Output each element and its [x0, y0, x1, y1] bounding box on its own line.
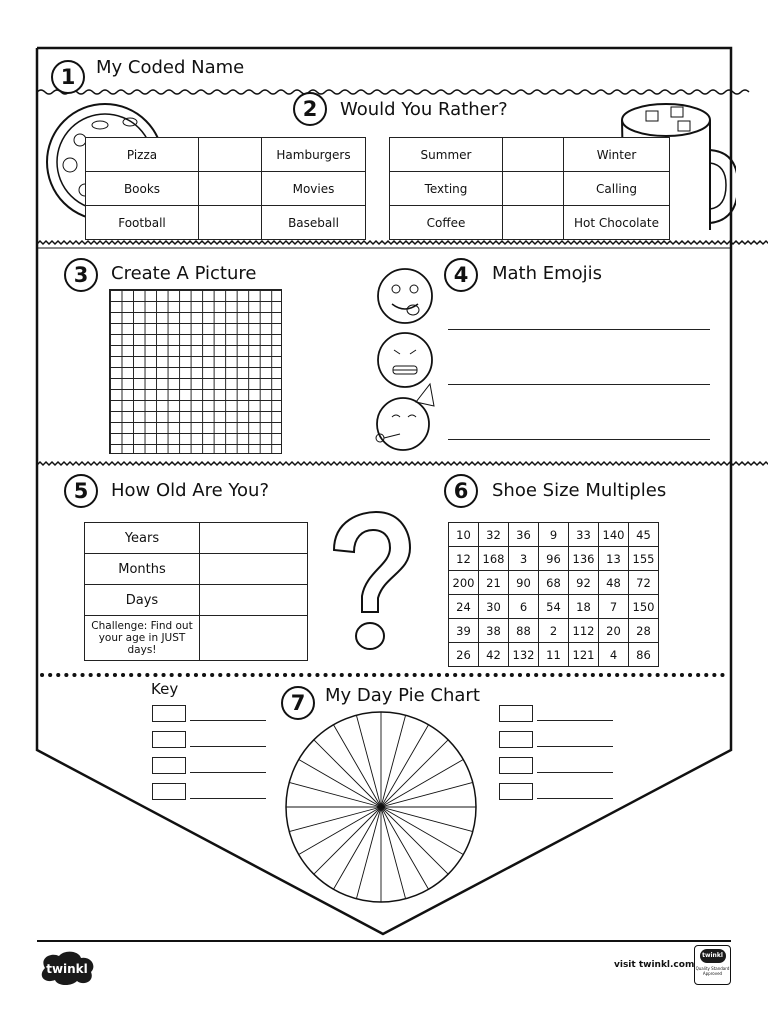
shoe-cell[interactable]: 136 — [569, 547, 599, 571]
table-row — [85, 616, 308, 661]
pie-segment-line — [356, 715, 381, 807]
shoe-cell[interactable]: 45 — [629, 523, 659, 547]
table-row — [390, 206, 670, 240]
key-line-left-4[interactable] — [190, 798, 266, 799]
key-box-right-4[interactable] — [499, 783, 533, 800]
option-cell: Books — [86, 172, 199, 206]
shoe-cell[interactable]: 28 — [629, 619, 659, 643]
age-label-years: Years — [85, 523, 200, 554]
choice-cell[interactable] — [503, 138, 564, 172]
shoe-cell[interactable]: 68 — [539, 571, 569, 595]
age-label-days: Days — [85, 585, 200, 616]
shoe-cell[interactable]: 18 — [569, 595, 599, 619]
age-table — [84, 522, 308, 661]
choice-cell[interactable] — [503, 206, 564, 240]
option-cell: Winter — [564, 138, 670, 172]
shoe-cell[interactable]: 30 — [479, 595, 509, 619]
table-row — [85, 585, 308, 616]
key-box-right-2[interactable] — [499, 731, 533, 748]
twinkl-logo-text: twinkl — [46, 962, 88, 976]
shoe-cell[interactable]: 150 — [629, 595, 659, 619]
shoe-cell[interactable]: 42 — [479, 643, 509, 667]
pie-segment-line — [381, 740, 448, 807]
shoe-cell[interactable]: 92 — [569, 571, 599, 595]
key-line-right-4[interactable] — [537, 798, 613, 799]
table-row — [390, 138, 670, 172]
emoji-answer-line-2[interactable] — [448, 384, 710, 385]
table-row — [449, 547, 659, 571]
shoe-cell[interactable]: 20 — [599, 619, 629, 643]
shoe-cell[interactable]: 32 — [479, 523, 509, 547]
key-box-left-3[interactable] — [152, 757, 186, 774]
emoji-illustrations — [368, 262, 443, 457]
zigzag-divider-1 — [37, 241, 768, 244]
shoe-cell[interactable]: 96 — [539, 547, 569, 571]
shoe-cell[interactable]: 7 — [599, 595, 629, 619]
age-label-challenge: Challenge: Find out your age in JUST days! — [85, 616, 200, 661]
shoe-cell[interactable]: 86 — [629, 643, 659, 667]
table-row — [86, 206, 366, 240]
drawing-grid[interactable] — [109, 289, 282, 454]
key-line-left-1[interactable] — [190, 720, 266, 721]
key-box-right-1[interactable] — [499, 705, 533, 722]
shoe-cell[interactable]: 6 — [509, 595, 539, 619]
shoe-size-grid — [448, 522, 659, 667]
section-6-badge: 6 — [444, 474, 478, 508]
option-cell: Football — [86, 206, 199, 240]
table-row — [86, 138, 366, 172]
key-line-left-2[interactable] — [190, 746, 266, 747]
pie-segment-line — [381, 725, 429, 807]
emoji-answer-line-3[interactable] — [448, 439, 710, 440]
table-row — [449, 619, 659, 643]
grimace-emoji-icon — [378, 333, 432, 387]
zigzag-divider-2 — [37, 462, 768, 465]
shoe-cell[interactable]: 155 — [629, 547, 659, 571]
option-cell: Coffee — [390, 206, 503, 240]
key-line-right-1[interactable] — [537, 720, 613, 721]
section-7-title: My Day Pie Chart — [325, 685, 480, 706]
section-6-title: Shoe Size Multiples — [492, 480, 667, 501]
visit-twinkl-text[interactable]: visit twinkl.com — [614, 960, 695, 970]
pie-segment-line — [314, 740, 381, 807]
option-cell: Texting — [390, 172, 503, 206]
key-box-right-3[interactable] — [499, 757, 533, 774]
shoe-cell[interactable]: 24 — [449, 595, 479, 619]
section-1-title: My Coded Name — [96, 57, 245, 78]
pie-segment-line — [334, 807, 382, 889]
shoe-cell[interactable]: 12 — [449, 547, 479, 571]
section-5-badge: 5 — [64, 474, 98, 508]
party-emoji-icon — [376, 384, 434, 450]
shoe-cell[interactable]: 11 — [539, 643, 569, 667]
age-input-months[interactable] — [200, 554, 308, 585]
key-box-left-4[interactable] — [152, 783, 186, 800]
section-2-badge: 2 — [293, 92, 327, 126]
pie-segment-line — [381, 807, 463, 855]
day-pie-chart[interactable] — [284, 710, 478, 904]
table-row — [449, 643, 659, 667]
option-cell: Summer — [390, 138, 503, 172]
age-label-months: Months — [85, 554, 200, 585]
quality-badge — [694, 945, 731, 985]
option-cell: Pizza — [86, 138, 199, 172]
shoe-cell[interactable]: 88 — [509, 619, 539, 643]
table-row — [390, 172, 670, 206]
pie-segment-line — [299, 760, 381, 808]
option-cell: Calling — [564, 172, 670, 206]
shoe-cell[interactable]: 200 — [449, 571, 479, 595]
shoe-cell[interactable]: 48 — [599, 571, 629, 595]
table-row — [85, 523, 308, 554]
question-mark-icon — [326, 510, 416, 655]
key-label: Key — [151, 680, 179, 698]
table-row — [85, 554, 308, 585]
pie-segment-line — [289, 782, 381, 807]
key-line-left-3[interactable] — [190, 772, 266, 773]
shoe-cell[interactable]: 90 — [509, 571, 539, 595]
shoe-cell[interactable]: 38 — [479, 619, 509, 643]
age-input-years[interactable] — [200, 523, 308, 554]
choice-cell[interactable] — [199, 206, 262, 240]
choice-cell[interactable] — [199, 172, 262, 206]
pie-segment-line — [381, 760, 463, 808]
section-4-badge: 4 — [444, 258, 478, 292]
quality-badge-text: Quality Standard Approved — [695, 966, 730, 976]
table-row — [449, 523, 659, 547]
shoe-cell[interactable]: 140 — [599, 523, 629, 547]
shoe-cell[interactable]: 4 — [599, 643, 629, 667]
key-line-right-2[interactable] — [537, 746, 613, 747]
pie-segment-line — [381, 807, 448, 874]
twinkl-logo — [37, 950, 97, 986]
table-row — [86, 172, 366, 206]
table-row — [449, 595, 659, 619]
section-1-badge: 1 — [51, 60, 85, 94]
section-4-title: Math Emojis — [492, 263, 603, 284]
shoe-cell[interactable]: 54 — [539, 595, 569, 619]
shoe-cell[interactable]: 2 — [539, 619, 569, 643]
shoe-cell[interactable]: 3 — [509, 547, 539, 571]
pie-segment-line — [381, 782, 473, 807]
would-you-rather-table-right — [389, 137, 670, 240]
wavy-divider — [37, 90, 749, 94]
pie-segment-line — [314, 807, 381, 874]
shoe-cell[interactable]: 36 — [509, 523, 539, 547]
would-you-rather-table-left — [85, 137, 366, 240]
option-cell: Movies — [262, 172, 366, 206]
shoe-cell[interactable]: 112 — [569, 619, 599, 643]
key-box-left-2[interactable] — [152, 731, 186, 748]
age-input-days[interactable] — [200, 585, 308, 616]
choice-cell[interactable] — [503, 172, 564, 206]
pie-segment-line — [289, 807, 381, 832]
emoji-answer-line-1[interactable] — [448, 329, 710, 330]
option-cell: Hamburgers — [262, 138, 366, 172]
shoe-cell[interactable]: 26 — [449, 643, 479, 667]
tongue-emoji-icon — [378, 269, 432, 323]
option-cell: Hot Chocolate — [564, 206, 670, 240]
shoe-cell[interactable]: 33 — [569, 523, 599, 547]
choice-cell[interactable] — [199, 138, 262, 172]
key-line-right-3[interactable] — [537, 772, 613, 773]
shoe-cell[interactable]: 121 — [569, 643, 599, 667]
pie-segment-line — [356, 807, 381, 899]
section-5-title: How Old Are You? — [111, 480, 270, 501]
option-cell: Baseball — [262, 206, 366, 240]
pie-segment-line — [381, 807, 429, 889]
section-7-badge: 7 — [281, 686, 315, 720]
pie-segment-line — [381, 807, 406, 899]
shoe-cell[interactable]: 13 — [599, 547, 629, 571]
shoe-cell[interactable]: 39 — [449, 619, 479, 643]
pie-segment-line — [334, 725, 382, 807]
section-3-title: Create A Picture — [111, 263, 257, 284]
quality-badge-brand: twinkl — [700, 949, 726, 963]
shoe-cell[interactable]: 9 — [539, 523, 569, 547]
shoe-cell[interactable]: 21 — [479, 571, 509, 595]
pie-segment-line — [299, 807, 381, 855]
shoe-cell[interactable]: 132 — [509, 643, 539, 667]
pie-segment-line — [381, 715, 406, 807]
shoe-cell[interactable]: 72 — [629, 571, 659, 595]
section-3-badge: 3 — [64, 258, 98, 292]
shoe-cell[interactable]: 168 — [479, 547, 509, 571]
age-input-challenge[interactable] — [200, 616, 308, 661]
key-box-left-1[interactable] — [152, 705, 186, 722]
pie-segment-line — [381, 807, 473, 832]
shoe-cell[interactable]: 10 — [449, 523, 479, 547]
table-row — [449, 571, 659, 595]
section-2-title: Would You Rather? — [340, 99, 508, 120]
